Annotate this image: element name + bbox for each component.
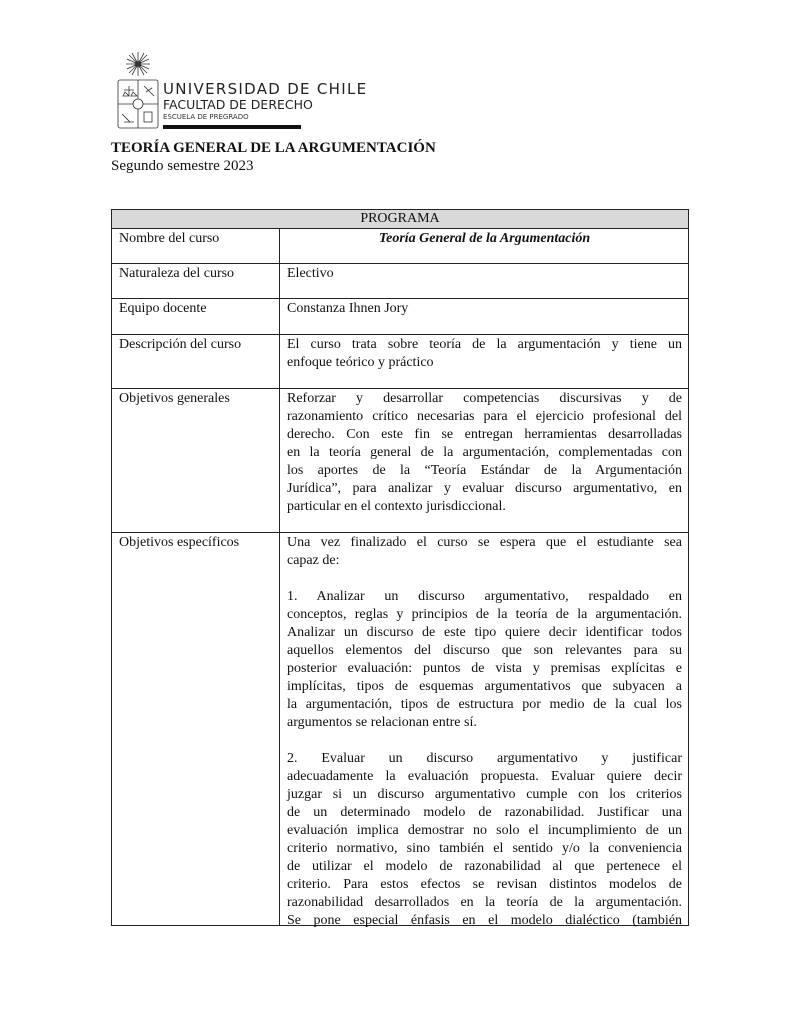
row-value [287,534,682,930]
table-heading: PROGRAMA [112,210,688,229]
row-value [287,336,682,372]
row-value: Constanza Ihnen Jory [287,301,409,316]
text-line: criterio. Para estos efectos se revisan distintos modelos de [287,877,682,892]
text-line: juzgar si un discurso argumentativo cumple con los criterios [287,787,682,802]
row-label: Objetivos específicos [119,535,240,550]
text-line: razonabilidad desarrollados en la teoría de la argumentación. [287,895,682,910]
text-line: la argumentación, tipos de estructura por medio de la cual los [287,697,682,712]
text-line: aquellos elementos del discurso que son relevantes para su [287,643,682,658]
text-line: de utilizar el modelo de razonabilidad al que pertenece el [287,859,682,874]
logo-underline [163,125,301,129]
table-row-course-nature [112,263,688,299]
text-line [287,732,682,750]
table-row-teaching-team [112,298,688,335]
text-line: derecho. Con este fin se entregan herramientas desarrolladas [287,427,682,442]
text-line: El curso trata sobre teoría de la argumentación y tiene un [287,337,682,352]
text-line: argumentos se relacionan entre sí. [287,715,477,730]
text-line: Se pone especial énfasis en el modelo dialéctico (también [287,913,682,928]
program-table [111,209,689,926]
text-line: adecuadamente la evaluación propuesta. Evaluar quiere decir [287,769,682,784]
university-crest-logo [116,52,160,135]
text-line: implícitas, tipos de esquemas argumentativos que subyacen a [287,679,682,694]
text-line: posterior evaluación: puntos de vista y premisas explícitas e [287,661,682,676]
text-line: los aportes de la “Teoría Estándar de la Argumentación [287,463,682,478]
text-line: criterio normativo, sino también el sentido y/o la conveniencia [287,841,682,856]
table-row-description [112,334,688,389]
row-label: Descripción del curso [119,337,242,352]
table-row-course-name [112,228,688,264]
school-name: ESCUELA DE PREGRADO [163,113,249,121]
text-line: Jurídica”, para analizar y evaluar discurso argumentativo, en [287,481,682,496]
faculty-name: FACULTAD DE DERECHO [163,97,313,112]
text-line: evaluación implica demostrar no solo el incumplimiento de un [287,823,682,838]
text-line: de un determinado modelo de razonabilidad. Justificar una [287,805,682,820]
row-value [287,390,682,516]
table-row-specific-objectives [112,532,688,927]
university-name: UNIVERSIDAD DE CHILE [163,80,368,98]
text-line: razonamiento crítico necesarias para el ejercicio profesional del [287,409,682,424]
row-label: Naturaleza del curso [119,266,235,281]
text-line: enfoque teórico y práctico [287,355,434,370]
row-label: Objetivos generales [119,391,230,406]
row-label: Equipo docente [119,301,207,316]
row-value: Electivo [287,266,334,281]
text-line: Reforzar y desarrollar competencias discursivas y de [287,391,682,406]
text-line: Una vez finalizado el curso se espera que el estudiante sea [287,535,682,550]
text-line: 2. Evaluar un discurso argumentativo y justificar [287,751,682,766]
text-line: Analizar un discurso de este tipo quiere decir identificar todos [287,625,682,640]
text-line: en la teoría general de la argumentación, complementadas con [287,445,682,460]
document-title: TEORÍA GENERAL DE LA ARGUMENTACIÓN [111,140,436,156]
text-line: conceptos, reglas y principios de la teoría de la argumentación. [287,607,682,622]
semester: Segundo semestre 2023 [111,158,254,174]
text-line [287,570,682,588]
text-line: capaz de: [287,553,340,568]
text-line: 1. Analizar un discurso argumentativo, respaldado en [287,589,682,604]
row-value: Teoría General de la Argumentación [378,231,591,246]
text-line: particular en el contexto jurisdiccional. [287,499,506,514]
table-row-general-objectives [112,388,688,533]
row-label: Nombre del curso [119,231,220,246]
